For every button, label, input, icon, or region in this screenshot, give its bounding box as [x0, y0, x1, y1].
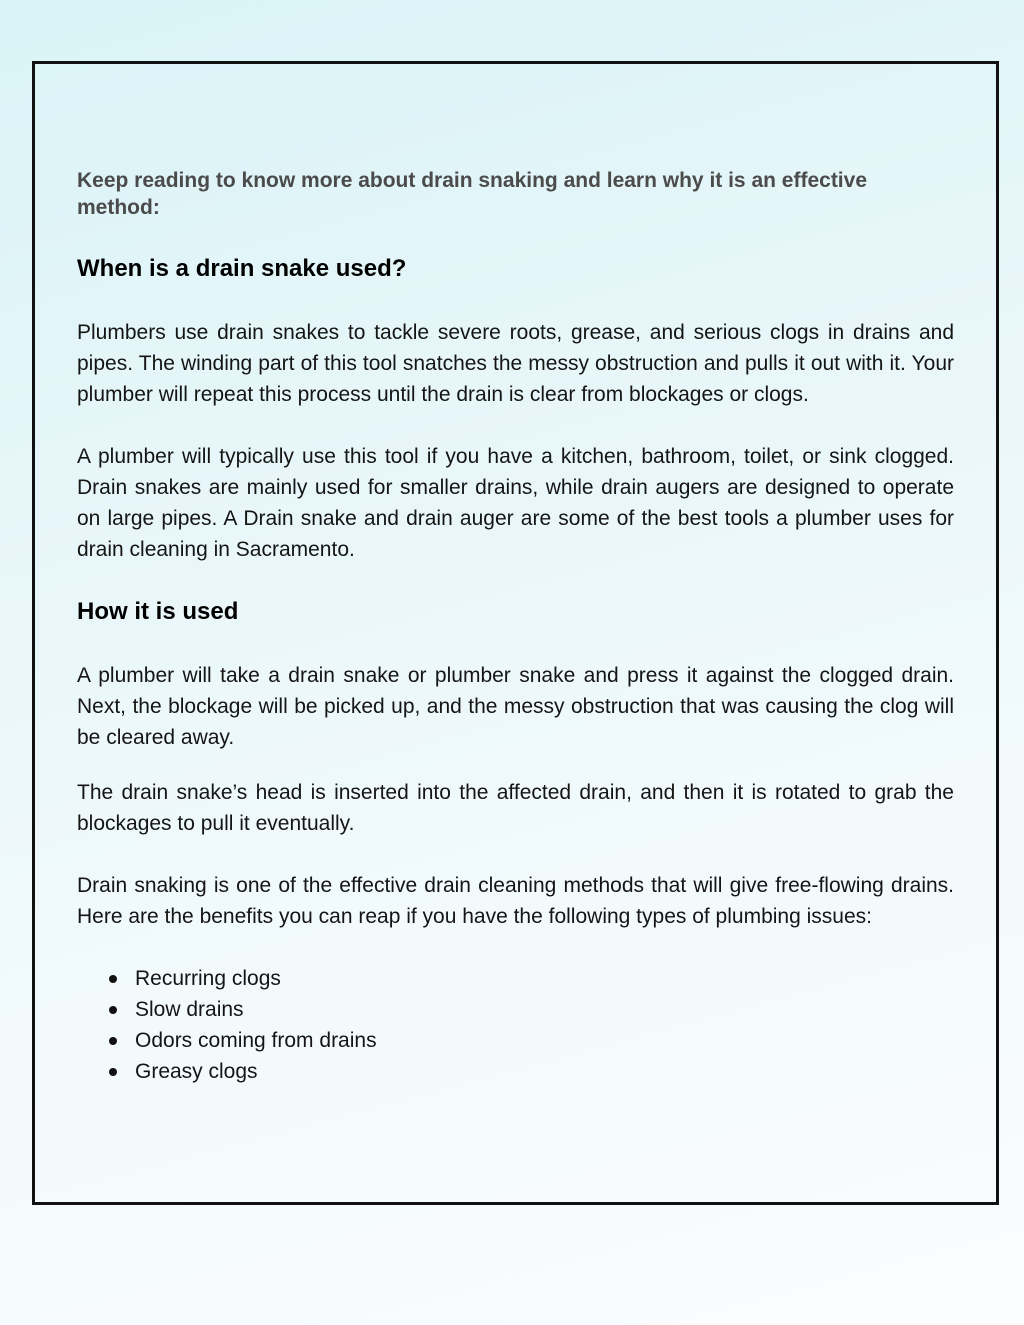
list-item-label: Recurring clogs — [135, 967, 281, 990]
paragraph-when-used-1: Plumbers use drain snakes to tackle severe roots, grease, and serious clogs in drains and pipes. The winding part of this tool snatches the messy obstruction and pulls it out with it. Your plumber will repeat this process until the drain is clear from blockages or clogs. — [77, 321, 954, 406]
list-item — [135, 963, 954, 994]
list-item — [135, 1056, 954, 1087]
paragraph-how-used-2: The drain snake’s head is inserted into the affected drain, and then it is rotated to grab the blockages to pull it eventually. — [77, 781, 954, 835]
bullet-icon — [109, 1037, 117, 1045]
section-heading-how-used: How it is used — [77, 598, 239, 625]
list-item-label: Greasy clogs — [135, 1060, 258, 1083]
paragraph-how-used-3: Drain snaking is one of the effective drain cleaning methods that will give free-flowing drains. Here are the benefits you can reap if you have the following types of plumbing issues: — [77, 874, 954, 928]
bullet-icon — [109, 975, 117, 983]
content-frame — [32, 61, 999, 1205]
section-heading-when-used: When is a drain snake used? — [77, 255, 407, 282]
article-body — [77, 167, 954, 1087]
list-item-label: Slow drains — [135, 998, 244, 1021]
paragraph-how-used-1: A plumber will take a drain snake or plumber snake and press it against the clogged drain. Next, the blockage will be picked up, and the messy obstruction that was causing the clog will be cleared away. — [77, 664, 954, 749]
paragraph-when-used-2: A plumber will typically use this tool if you have a kitchen, bathroom, toilet, or sink clogged. Drain snakes are mainly used for smaller drains, while drain augers are designed to operate on large pipes. A Drain snake and drain auger are some of the best tools a plumber uses for drain cleaning in Sacramento. — [77, 445, 954, 561]
list-item — [135, 1025, 954, 1056]
bullet-icon — [109, 1068, 117, 1076]
bullet-icon — [109, 1006, 117, 1014]
benefits-list — [77, 963, 954, 1087]
intro-text: Keep reading to know more about drain snaking and learn why it is an effective method: — [77, 169, 868, 219]
list-item — [135, 994, 954, 1025]
list-item-label: Odors coming from drains — [135, 1029, 377, 1052]
